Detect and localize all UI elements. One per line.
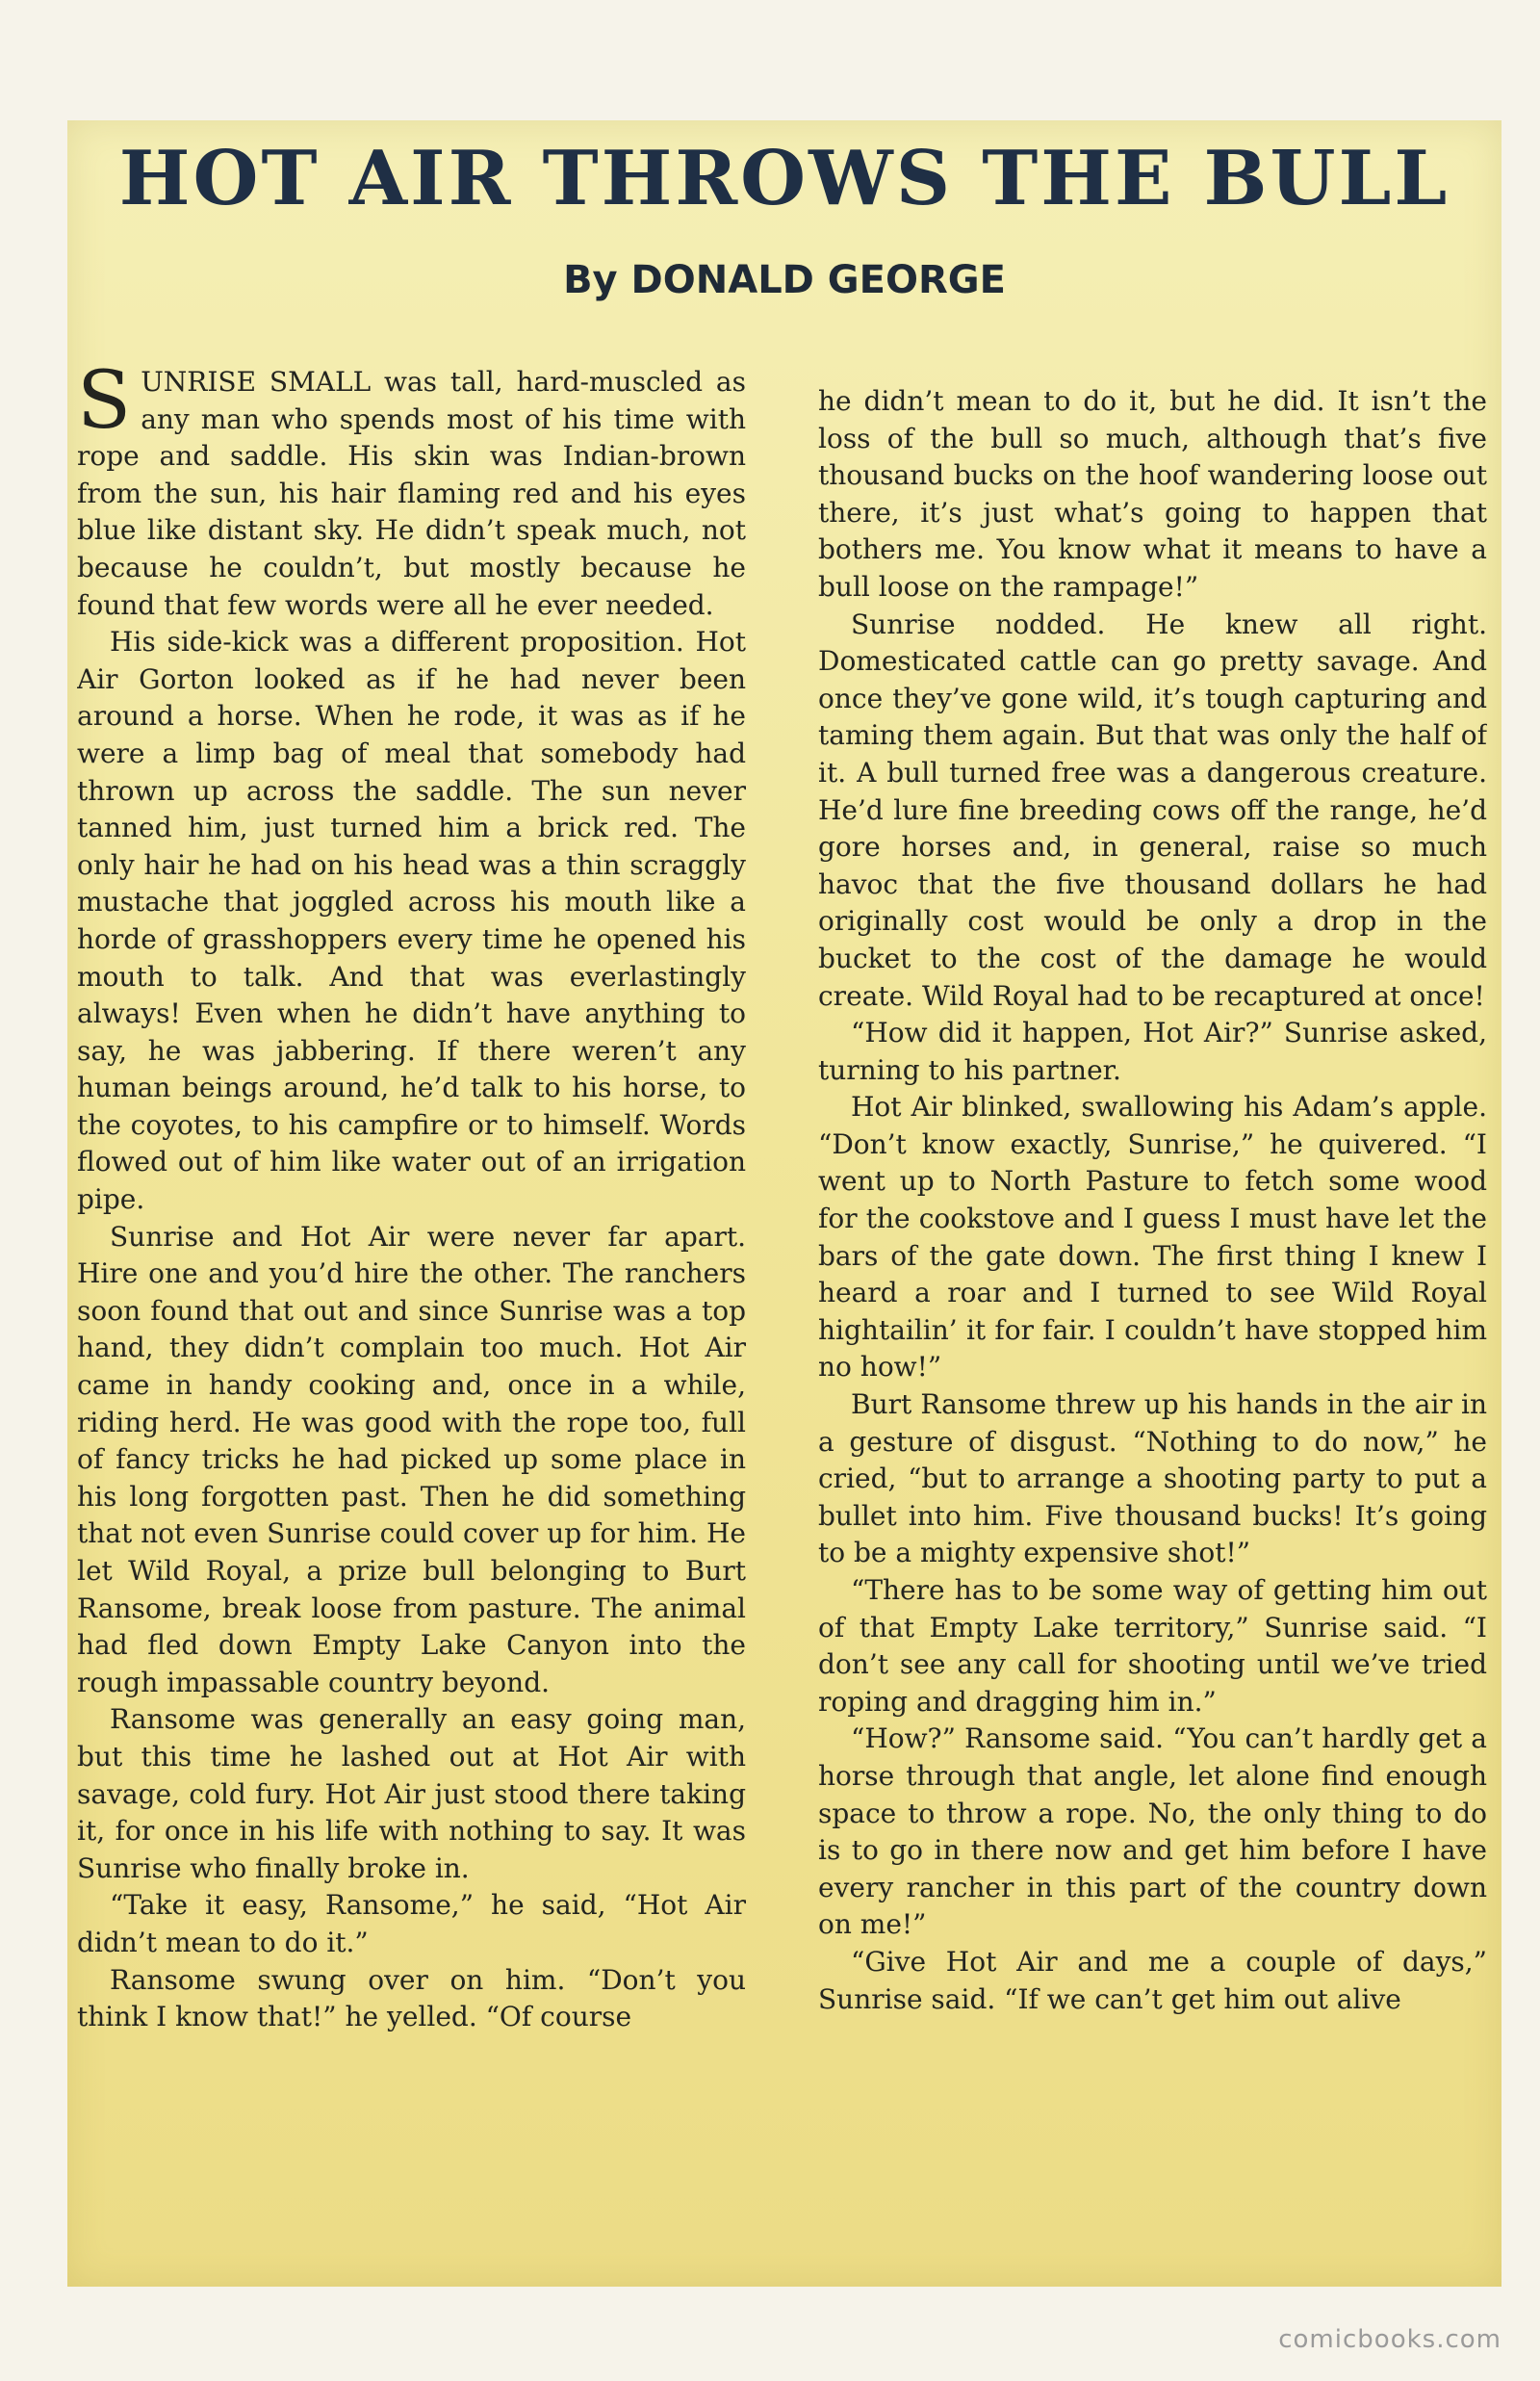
paragraph: Burt Ransome threw up his hands in the air in a gesture of disgust. “Nothing to do now,” he cried, “but to arrange a shooting party to put a bullet into him. Five thousand bucks! It’s going to be a mighty expensive shot!”	[818, 1388, 1487, 1569]
paragraph: Ransome swung over on him. “Don’t you think I know that!” he yelled. “Of course	[77, 1963, 746, 2033]
paragraph: Hot Air blinked, swallowing his Adam’s apple. “Don’t know exactly, Sunrise,” he quivered. “I went up to North Pasture to fetch some wood for the cookstove and I guess I must have let the bars of the gate down. The first thing I knew I heard a roar and I turned to see Wild Royal hightailin’ it for fair. I couldn’t have stopped him no how!”	[818, 1091, 1487, 1384]
paragraph: “Give Hot Air and me a couple of days,” Sunrise said. “If we can’t get him out alive	[818, 1945, 1487, 2015]
paragraph: “How?” Ransome said. “You can’t hardly get a horse through that angle, let alone find enough space to throw a rope. No, the only thing to do is to go in there now and get him before I have every rancher in this part of the country down on me!”	[818, 1722, 1487, 1941]
drop-cap: S	[77, 364, 132, 447]
watermark: comicbooks.com	[1278, 2325, 1502, 2354]
right-column	[818, 383, 1487, 2299]
left-column	[77, 364, 746, 2280]
paragraph: “Take it easy, Ransome,” he said, “Hot Air didn’t mean to do it.”	[77, 1889, 746, 1958]
paragraph: he didn’t mean to do it, but he did. It isn’t the loss of the bull so much, although that’s five thousand bucks on the hoof wandering loose out there, it’s just what’s going to happen that bothers me. You know what it means to have a bull loose on the rampage!”	[818, 385, 1487, 603]
paragraph: Ransome was generally an easy going man, but this time he lashed out at Hot Air with savage, cold fury. Hot Air just stood there taking it, for once in his life with nothing to say. It was Sunrise who finally broke in.	[77, 1703, 746, 1884]
paragraph: Sunrise nodded. He knew all right. Domesticated cattle can go pretty savage. And once they’ve gone wild, it’s tough capturing and taming them again. But that was only the half of it. A bull turned free was a dangerous creature. He’d lure fine breeding cows off the range, he’d gore horses and, in general, raise so much havoc that the five thousand dollars he had originally cost would be only a drop in the bucket to the cost of the damage he would create. Wild Royal had to be recaptured at once!	[818, 608, 1487, 1012]
story-title: HOT AIR THROWS THE BULL	[118, 135, 1450, 222]
paragraph: “How did it happen, Hot Air?” Sunrise asked, turning to his partner.	[818, 1017, 1487, 1086]
byline: By DONALD GEORGE	[563, 258, 1006, 302]
paragraph: Sunrise and Hot Air were never far apart. Hire one and you’d hire the other. The ranchers soon found that out and since Sunrise was a top hand, they didn’t complain too much. Hot Air came in handy cooking and, once in a while, riding herd. He was good with the rope too, full of fancy tricks he had picked up some place in his long forgotten past. Then he did something that not even Sunrise could cover up for him. He let Wild Royal, a prize bull belonging to Burt Ransome, break loose from pasture. The animal had fled down Empty Lake Canyon into the rough impassable country beyond.	[77, 1220, 746, 1698]
paragraph: “There has to be some way of getting him out of that Empty Lake territory,” Sunrise said. “I don’t see any call for shooting until we’ve tried roping and dragging him in.”	[818, 1574, 1487, 1718]
paragraph: SUNRISE SMALL was tall, hard-muscled as any man who spends most of his time with rope and saddle. His skin was Indian-brown from the sun, his hair flaming red and his eyes blue like distant sky. He didn’t speak much, not because he couldn’t, but mostly because he found that few words were all he ever needed.	[77, 364, 746, 621]
paragraph: His side-kick was a different proposition. Hot Air Gorton looked as if he had never been around a horse. When he rode, it was as if he were a limp bag of meal that somebody had thrown up across the saddle. The sun never tanned him, just turned him a brick red. The only hair he had on his head was a thin scraggly mustache that joggled across his mouth like a horde of grasshoppers every time he opened his mouth to talk. And that was everlastingly always! Even when he didn’t have anything to say, he was jabbering. If there weren’t any human beings around, he’d talk to his horse, to the coyotes, to his campfire or to himself. Words flowed out of him like water out of an irrigation pipe.	[77, 626, 746, 1216]
